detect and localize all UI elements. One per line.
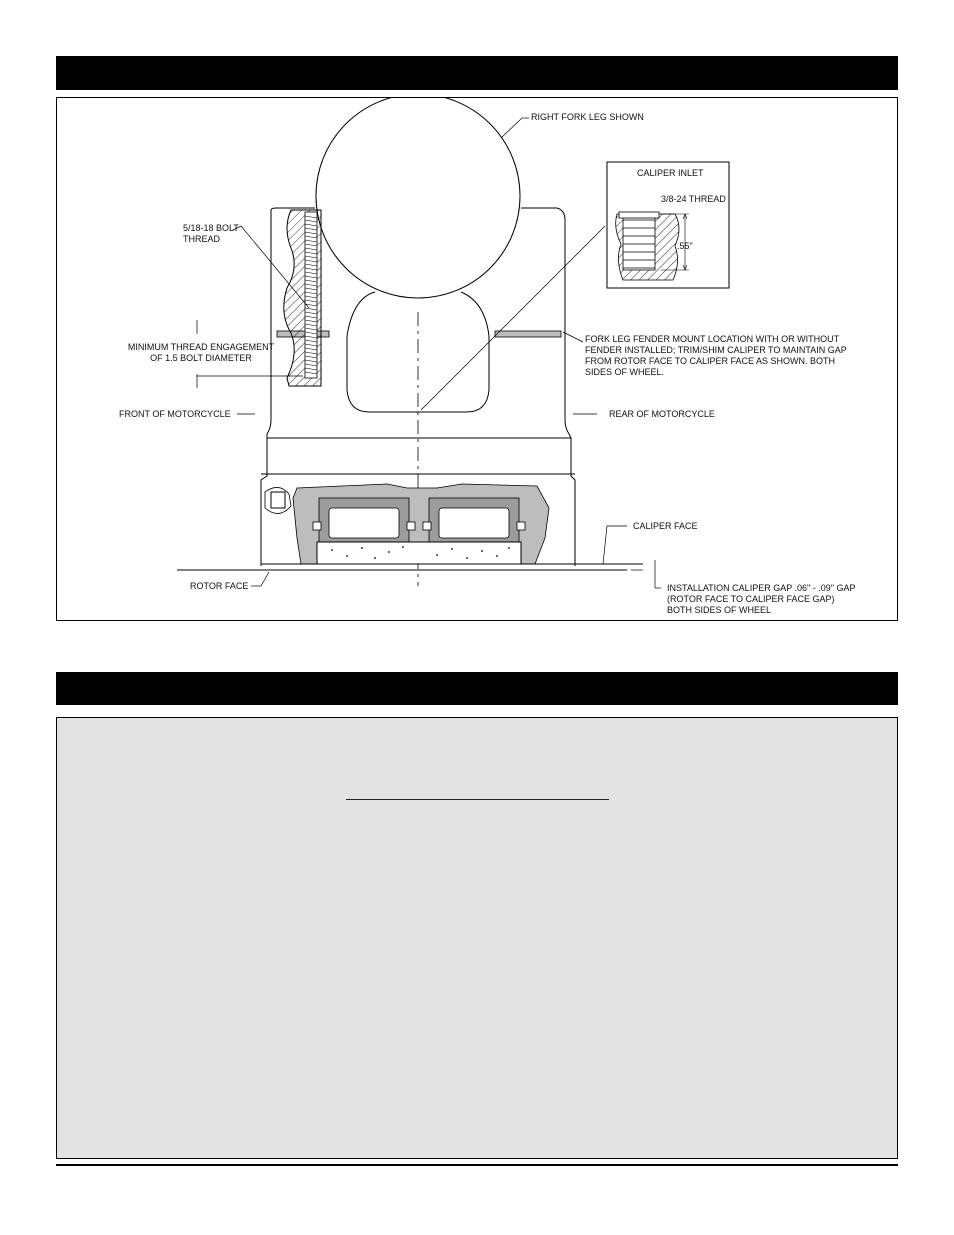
caliper-installation-diagram	[56, 97, 898, 621]
label-rotor-face: ROTOR FACE	[190, 581, 249, 591]
fork-leg-circle	[316, 98, 520, 298]
label-gap-2: (ROTOR FACE TO CALIPER FACE GAP)	[667, 594, 835, 604]
label-bolt-thread-1: 5/18-18 BOLT	[183, 223, 239, 233]
label-gap-1: INSTALLATION CALIPER GAP .06" - .09" GAP	[667, 583, 856, 593]
caliper-bolt-head	[271, 492, 285, 508]
label-caliper-face: CALIPER FACE	[633, 521, 698, 531]
bolt-thread	[305, 212, 317, 378]
label-dim-55: .55"	[677, 241, 693, 251]
notes-underline	[346, 799, 609, 800]
label-thread-38-24: 3/8-24 THREAD	[661, 194, 726, 204]
fender-mount-shim-right	[495, 331, 561, 337]
section-header-bar	[56, 56, 898, 90]
notes-box	[56, 717, 898, 1159]
label-fender-mount-3: FROM ROTOR FACE TO CALIPER FACE AS SHOWN. BOTH	[585, 356, 836, 366]
label-fender-mount-2: FENDER INSTALLED; TRIM/SHIM CALIPER TO MAINTAIN GAP	[585, 345, 847, 355]
label-gap-3: BOTH SIDES OF WHEEL	[667, 605, 772, 615]
label-min-thread-1: MINIMUM THREAD ENGAGEMENT	[127, 342, 275, 352]
caliper-inlet-inset	[607, 162, 729, 288]
label-right-fork-leg: RIGHT FORK LEG SHOWN	[531, 112, 644, 122]
label-caliper-inlet: CALIPER INLET	[637, 168, 704, 178]
label-fender-mount-1: FORK LEG FENDER MOUNT LOCATION WITH OR WITHOUT	[585, 334, 840, 344]
section-header-bar-2	[56, 672, 898, 705]
brake-pad	[317, 542, 521, 564]
footer-rule	[56, 1164, 898, 1166]
label-front: FRONT OF MOTORCYCLE	[119, 409, 231, 419]
label-fender-mount-4: SIDES OF WHEEL.	[585, 367, 665, 377]
label-rear: REAR OF MOTORCYCLE	[609, 409, 715, 419]
label-bolt-thread-2: THREAD	[183, 234, 221, 244]
label-min-thread-2: OF 1.5 BOLT DIAMETER	[150, 353, 252, 363]
